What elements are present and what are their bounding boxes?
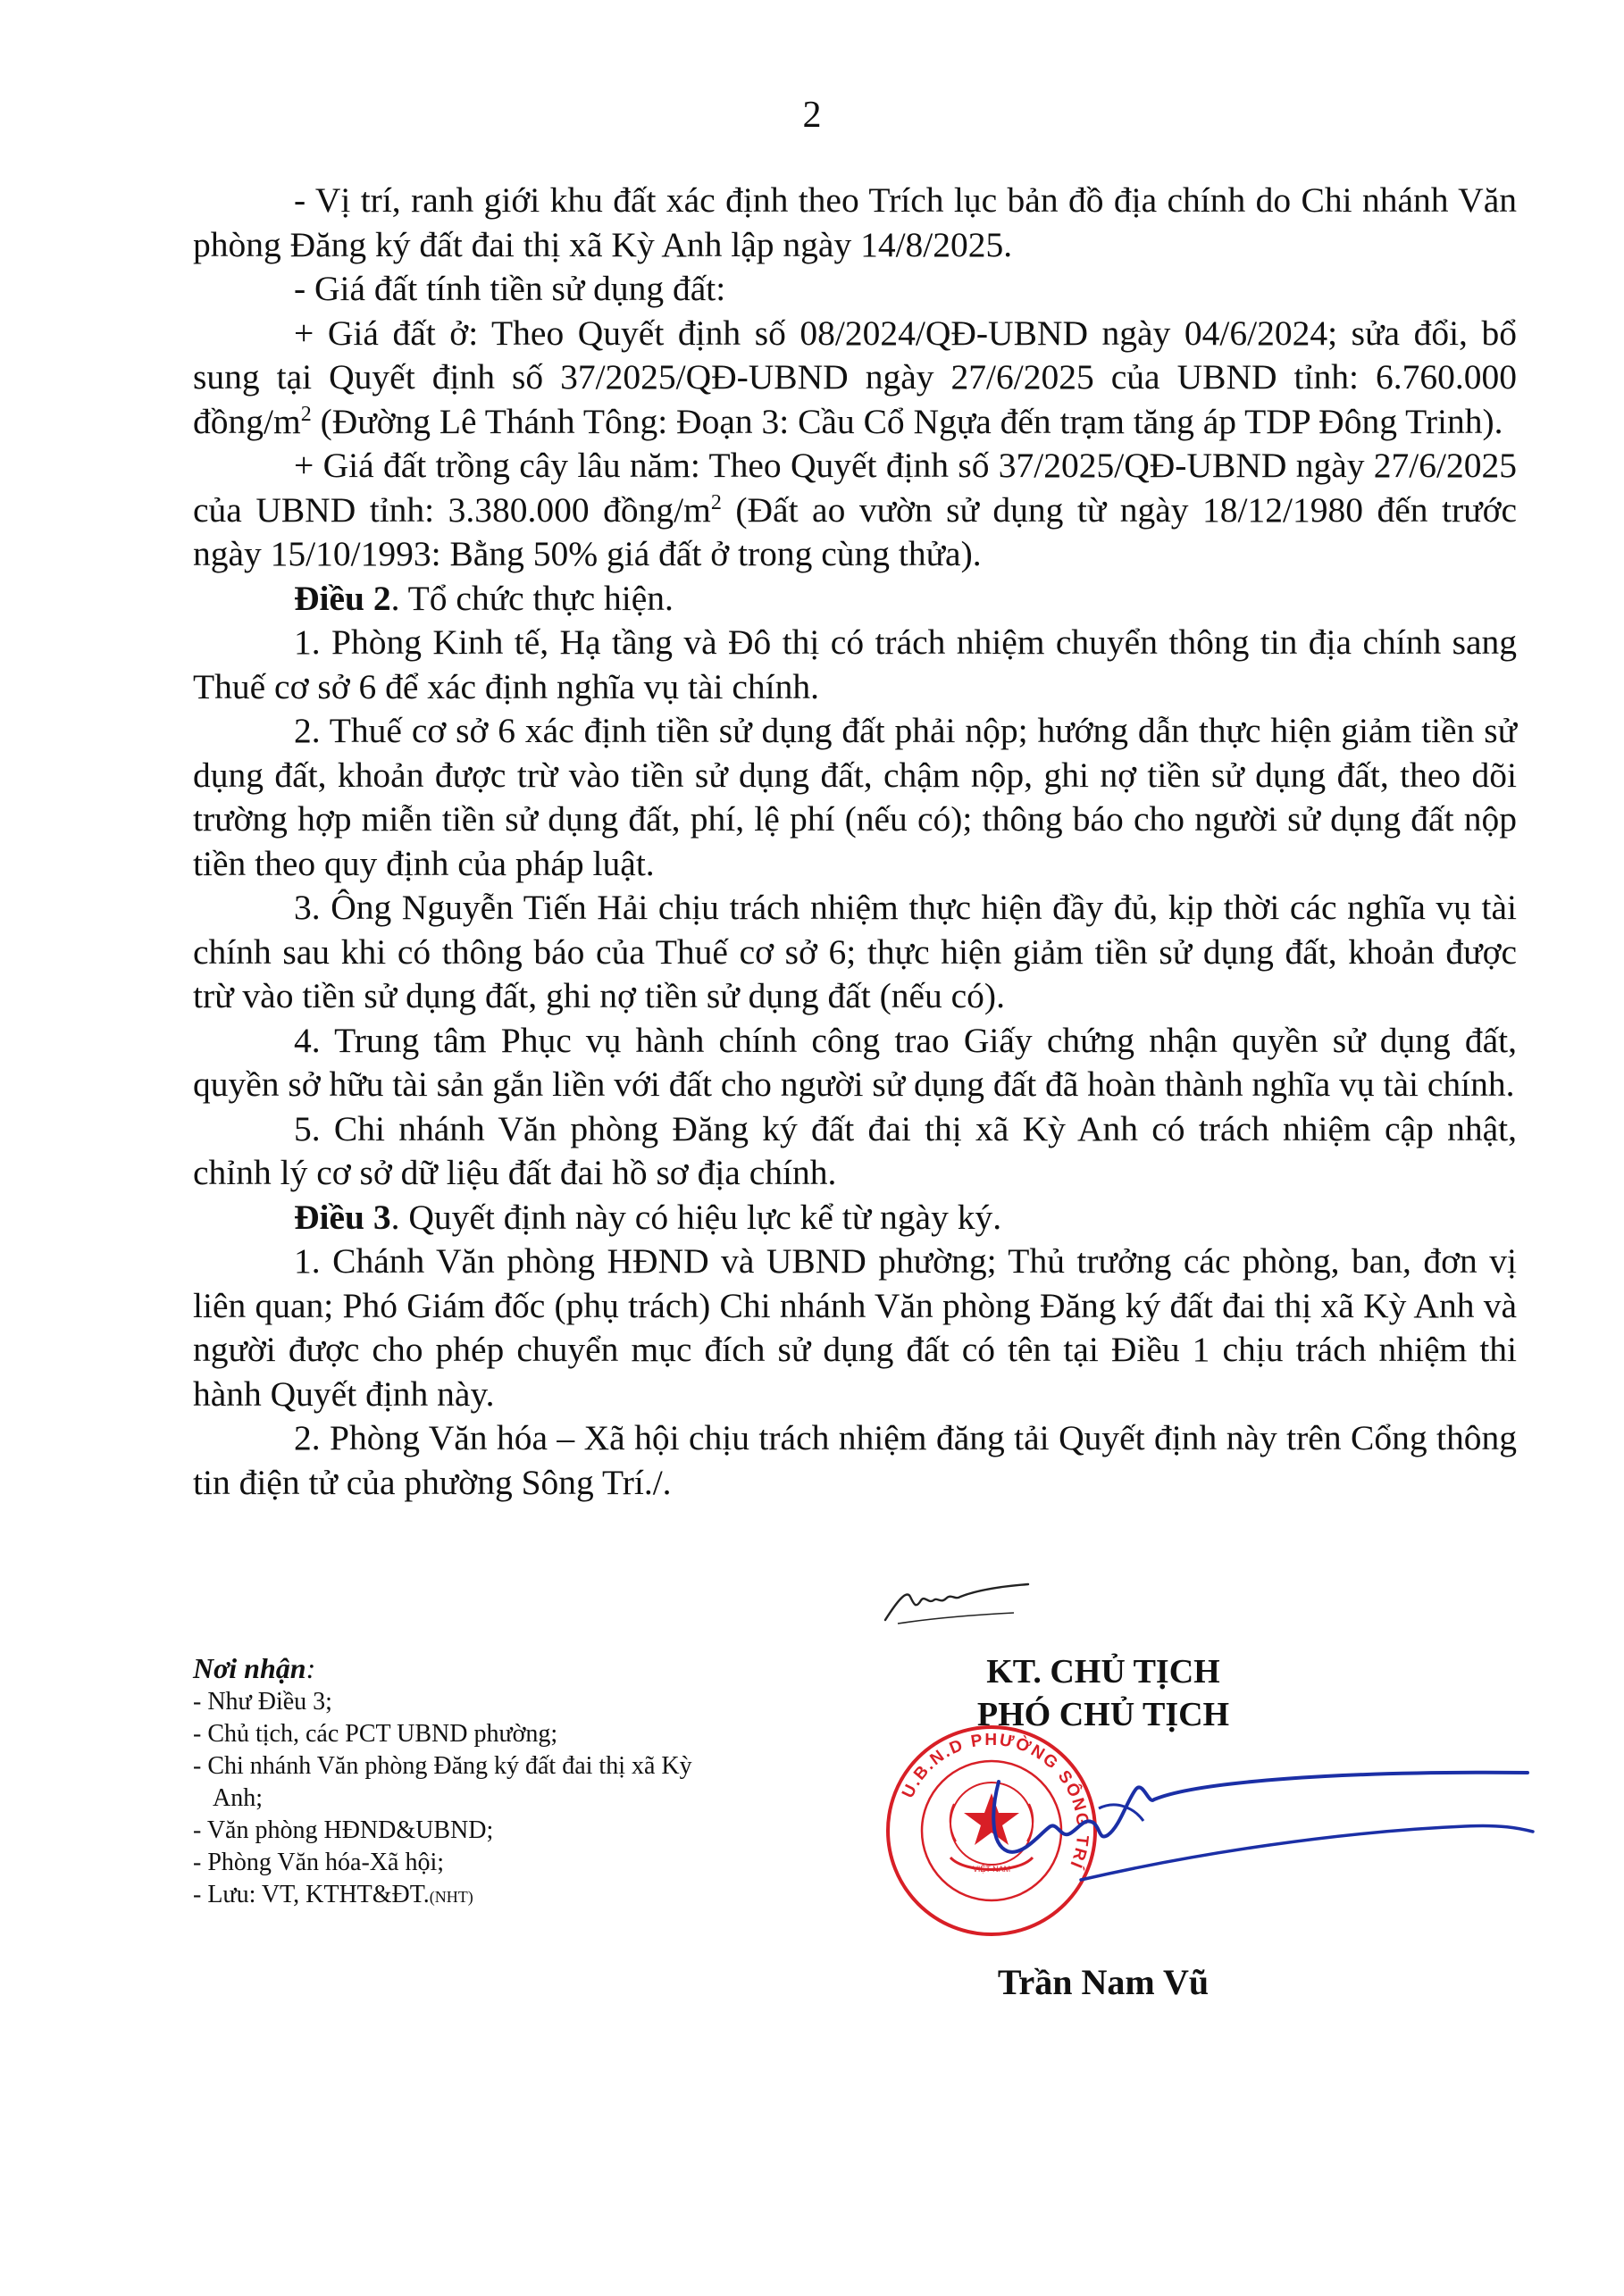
body-paragraph	[193, 1019, 1517, 1107]
recipient-item	[193, 1847, 729, 1879]
recipient-text: - Chủ tịch, các PCT UBND phường;	[193, 1720, 558, 1748]
svg-text:VIỆT NAM: VIỆT NAM	[972, 1865, 1011, 1874]
signer-authority: KT. CHỦ TỊCH	[986, 1653, 1220, 1691]
body-paragraph	[193, 179, 1517, 267]
page-number: 2	[802, 95, 822, 136]
recipient-item	[193, 1879, 729, 1913]
text-run: - Vị trí, ranh giới khu đất xác định theo Trích lục bản đồ địa chính do Chi nhánh Văn phòng Đăng ký đất đai thị xã Kỳ Anh lập ngày 14/8/2025.	[193, 180, 1517, 264]
initials-mark	[880, 1574, 1032, 1627]
body-paragraph	[193, 312, 1517, 445]
body-paragraph	[193, 1196, 1517, 1240]
body-paragraph	[193, 886, 1517, 1019]
recipient-item	[193, 1718, 729, 1750]
text-run: 3. Ông Nguyễn Tiến Hải chịu trách nhiệm thực hiện đầy đủ, kịp thời các nghĩa vụ tài chính sau khi có thông báo của Thuế cơ sở 6; thực hiện giảm tiền sử dụng đất, khoản được trừ vào tiền sử dụng đất, ghi nợ tiền sử dụng đất (nếu có).	[193, 888, 1517, 1015]
text-run: 1. Phòng Kinh tế, Hạ tầng và Đô thị có trách nhiệm chuyển thông tin địa chính sang Thuế cơ sở 6 để xác định nghĩa vụ tài chính.	[193, 622, 1517, 706]
recipient-text: - Văn phòng HĐND&UBND;	[193, 1816, 494, 1844]
signer-position: PHÓ CHỦ TỊCH	[976, 1696, 1230, 1733]
recipient-note: (NHT)	[429, 1888, 473, 1906]
article-heading: Điều 2	[294, 578, 391, 618]
recipient-text: - Chi nhánh Văn phòng Đăng ký đất đai thị xã Kỳ Anh;	[193, 1752, 692, 1812]
recipient-item	[193, 1686, 729, 1718]
superscript: 2	[300, 402, 312, 426]
body-paragraph	[193, 1107, 1517, 1196]
text-run: + Giá đất trồng cây lâu năm: Theo Quyết định số 37/2025/QĐ-UBND ngày 27/6/2025 của UBND tỉnh: 3.380.000 đồng/m	[193, 446, 1517, 530]
recipient-text: - Lưu: VT, KTHT&ĐT.	[193, 1881, 430, 1908]
text-run: - Giá đất tính tiền sử dụng đất:	[294, 269, 726, 308]
text-run: . Tổ chức thực hiện.	[390, 578, 674, 618]
recipient-text: - Như Điều 3;	[193, 1688, 332, 1716]
body-paragraph	[193, 444, 1517, 577]
recipient-text: - Phòng Văn hóa-Xã hội;	[193, 1849, 444, 1876]
text-run: 5. Chi nhánh Văn phòng Đăng ký đất đai thị xã Kỳ Anh có trách nhiệm cập nhật, chỉnh lý cơ sở dữ liệu đất đai hồ sơ địa chính.	[193, 1108, 1517, 1192]
body-paragraph	[193, 621, 1517, 709]
superscript: 2	[710, 490, 722, 514]
text-run: 2. Phòng Văn hóa – Xã hội chịu trách nhiệm đăng tải Quyết định này trên Cổng thông tin điện tử của phường Sông Trí./.	[193, 1418, 1517, 1502]
body-paragraph	[193, 1240, 1517, 1416]
text-run: . Quyết định này có hiệu lực kể từ ngày ký.	[390, 1197, 1002, 1237]
text-run: + Giá đất ở: Theo Quyết định số 08/2024/QĐ-UBND ngày 04/6/2024; sửa đổi, bổ sung tại Quyết định số 37/2025/QĐ-UBND ngày 27/6/2025 của UBND tỉnh: 6.760.000 đồng/m	[193, 313, 1517, 441]
recipients-title: Nơi nhận:	[193, 1652, 316, 1684]
body-paragraph	[193, 577, 1517, 622]
recipient-item	[193, 1750, 729, 1815]
handwritten-signature	[965, 1746, 1536, 1898]
text-run: 2. Thuế cơ sở 6 xác định tiền sử dụng đất phải nộp; hướng dẫn thực hiện giảm tiền sử dụng đất, khoản được trừ vào tiền sử dụng đất, chậm nộp, ghi nợ tiền sử dụng đất, theo dõi trường hợp miễn tiền sử dụng đất, phí, lệ phí (nếu có); thông báo cho người sử dụng đất nộp tiền theo quy định của pháp luật.	[193, 711, 1517, 883]
decision-body	[193, 179, 1517, 1505]
body-paragraph	[193, 267, 1517, 312]
article-heading: Điều 3	[294, 1197, 391, 1237]
body-paragraph	[193, 709, 1517, 886]
recipient-item	[193, 1815, 729, 1847]
body-paragraph	[193, 1416, 1517, 1505]
signer-name: Trần Nam Vũ	[997, 1962, 1210, 2002]
recipients-list	[193, 1686, 729, 1913]
text-run: (Đất ao vườn sử dụng từ ngày 18/12/1980 đến trước ngày 15/10/1993: Bằng 50% giá đất ở trong cùng thửa).	[193, 489, 1517, 573]
recipients-block	[193, 1650, 729, 1913]
svg-text:U.B.N.D PHƯỜNG SÔNG TRÍ: U.B.N.D PHƯỜNG SÔNG TRÍ	[899, 1730, 1092, 1873]
text-run: (Đường Lê Thánh Tông: Đoạn 3: Cầu Cổ Ngựa đến trạm tăng áp TDP Đông Trinh).	[311, 401, 1503, 441]
text-run: 4. Trung tâm Phục vụ hành chính công trao Giấy chứng nhận quyền sử dụng đất, quyền sở hữu tài sản gắn liền với đất cho người sử dụng đất đã hoàn thành nghĩa vụ tài chính.	[193, 1020, 1517, 1104]
text-run: 1. Chánh Văn phòng HĐND và UBND phường; Thủ trưởng các phòng, ban, đơn vị liên quan; Phó Giám đốc (phụ trách) Chi nhánh Văn phòng Đăng ký đất đai thị xã Kỳ Anh và người được cho phép chuyển mục đích sử dụng đất có tên tại Điều 1 chịu trách nhiệm thi hành Quyết định này.	[193, 1241, 1517, 1414]
